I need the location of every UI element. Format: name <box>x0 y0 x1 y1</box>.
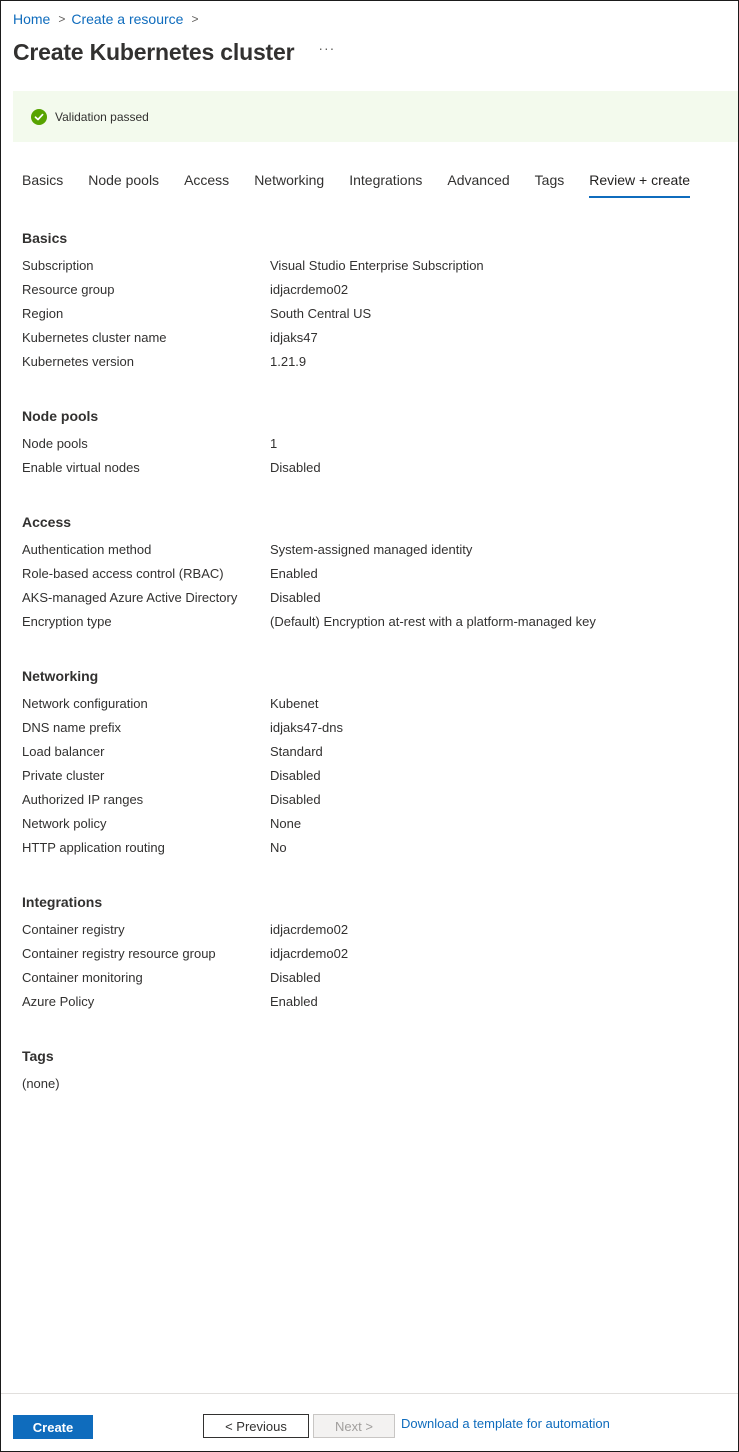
row-label: Load balancer <box>22 744 105 759</box>
summary-row <box>22 305 722 329</box>
section-basics <box>22 227 722 377</box>
validation-message: Validation passed <box>55 109 149 124</box>
checkmark-glyph <box>34 112 44 122</box>
row-value: idjaks47 <box>270 330 318 345</box>
row-value: Disabled <box>270 590 321 605</box>
tab-networking[interactable]: Networking <box>254 172 325 188</box>
summary-row <box>22 589 722 613</box>
row-label: Node pools <box>22 436 88 451</box>
wizard-tabs <box>22 172 715 198</box>
tab-access[interactable]: Access <box>184 172 230 188</box>
summary-row <box>22 329 722 353</box>
summary-row <box>22 791 722 815</box>
row-value: idjacrdemo02 <box>270 282 349 297</box>
summary-row <box>22 695 722 719</box>
breadcrumb-home-link[interactable]: Home <box>13 11 51 27</box>
row-value: Disabled <box>270 970 321 985</box>
row-value: No <box>270 840 287 855</box>
previous-button[interactable]: < Previous <box>203 1414 309 1438</box>
row-value: Enabled <box>270 994 318 1009</box>
row-label: HTTP application routing <box>22 840 165 855</box>
breadcrumb-create-resource-link[interactable]: Create a resource <box>71 11 184 27</box>
row-value: None <box>270 816 302 831</box>
section-title: Integrations <box>22 894 103 910</box>
check-circle-icon <box>31 109 47 125</box>
summary-row <box>22 815 722 839</box>
row-label: AKS-managed Azure Active Directory <box>22 590 238 605</box>
summary-row <box>22 459 722 483</box>
row-value: (Default) Encryption at-rest with a platform-managed key <box>270 614 596 629</box>
row-label: Subscription <box>22 258 94 273</box>
section-title: Networking <box>22 668 99 684</box>
row-label: Container monitoring <box>22 970 143 985</box>
summary-row <box>22 921 722 945</box>
row-value: idjaks47-dns <box>270 720 343 735</box>
chevron-right-icon: > <box>191 12 199 26</box>
title-row <box>13 37 335 67</box>
download-template-link[interactable]: Download a template for automation <box>401 1416 610 1431</box>
review-summary <box>22 227 722 1127</box>
section-node-pools <box>22 405 722 483</box>
row-label: Encryption type <box>22 614 112 629</box>
row-value: South Central US <box>270 306 372 321</box>
chevron-right-icon: > <box>58 12 66 26</box>
row-value: Standard <box>270 744 323 759</box>
summary-row <box>22 281 722 305</box>
row-label: Private cluster <box>22 768 105 783</box>
section-title: Basics <box>22 230 68 246</box>
section-integrations <box>22 891 722 1017</box>
row-value: Kubenet <box>270 696 319 711</box>
row-label: Container registry <box>22 922 125 937</box>
summary-row <box>22 541 722 565</box>
summary-row <box>22 435 722 459</box>
tab-tags[interactable]: Tags <box>534 172 565 188</box>
row-value: Visual Studio Enterprise Subscription <box>270 258 484 273</box>
row-value: Enabled <box>270 566 318 581</box>
summary-row <box>22 257 722 281</box>
section-title: Node pools <box>22 408 99 424</box>
row-label: Role-based access control (RBAC) <box>22 566 224 581</box>
row-value: idjacrdemo02 <box>270 922 349 937</box>
summary-row <box>22 993 722 1017</box>
row-value: 1.21.9 <box>270 354 307 369</box>
summary-row <box>22 839 722 863</box>
row-label: Network configuration <box>22 696 148 711</box>
summary-row <box>22 719 722 743</box>
next-button: Next > <box>313 1414 395 1438</box>
row-value: Disabled <box>270 792 321 807</box>
row-label: Kubernetes version <box>22 354 135 369</box>
section-networking <box>22 665 722 863</box>
wizard-footer <box>1 1393 738 1452</box>
page-title: Create Kubernetes cluster <box>13 38 295 65</box>
row-label: Authentication method <box>22 542 152 557</box>
row-label: Network policy <box>22 816 107 831</box>
tab-advanced[interactable]: Advanced <box>447 172 510 188</box>
section-access <box>22 511 722 637</box>
row-value: idjacrdemo02 <box>270 946 349 961</box>
tab-node-pools[interactable]: Node pools <box>88 172 160 188</box>
tags-value: (none) <box>22 1076 60 1091</box>
section-tags <box>22 1045 722 1099</box>
breadcrumb <box>13 10 204 28</box>
summary-row <box>22 743 722 767</box>
row-label: Region <box>22 306 64 321</box>
row-label: Azure Policy <box>22 994 95 1009</box>
tab-basics[interactable]: Basics <box>22 172 64 188</box>
tab-review-create[interactable]: Review + create <box>589 172 690 198</box>
section-title: Tags <box>22 1048 54 1064</box>
summary-row <box>22 613 722 637</box>
summary-row <box>22 969 722 993</box>
row-value: 1 <box>270 436 278 451</box>
row-label: Enable virtual nodes <box>22 460 140 475</box>
row-value: System-assigned managed identity <box>270 542 473 557</box>
summary-row <box>22 767 722 791</box>
create-button[interactable]: Create <box>13 1415 93 1439</box>
row-value: Disabled <box>270 768 321 783</box>
summary-row <box>22 353 722 377</box>
tab-integrations[interactable]: Integrations <box>349 172 423 188</box>
row-label: Authorized IP ranges <box>22 792 144 807</box>
section-title: Access <box>22 514 72 530</box>
more-options-button[interactable]: ··· <box>318 40 336 56</box>
row-label: DNS name prefix <box>22 720 121 735</box>
validation-banner <box>13 91 738 142</box>
row-label: Kubernetes cluster name <box>22 330 167 345</box>
row-value: Disabled <box>270 460 321 475</box>
row-label: Container registry resource group <box>22 946 216 961</box>
row-label: Resource group <box>22 282 115 297</box>
summary-row <box>22 565 722 589</box>
summary-row <box>22 945 722 969</box>
